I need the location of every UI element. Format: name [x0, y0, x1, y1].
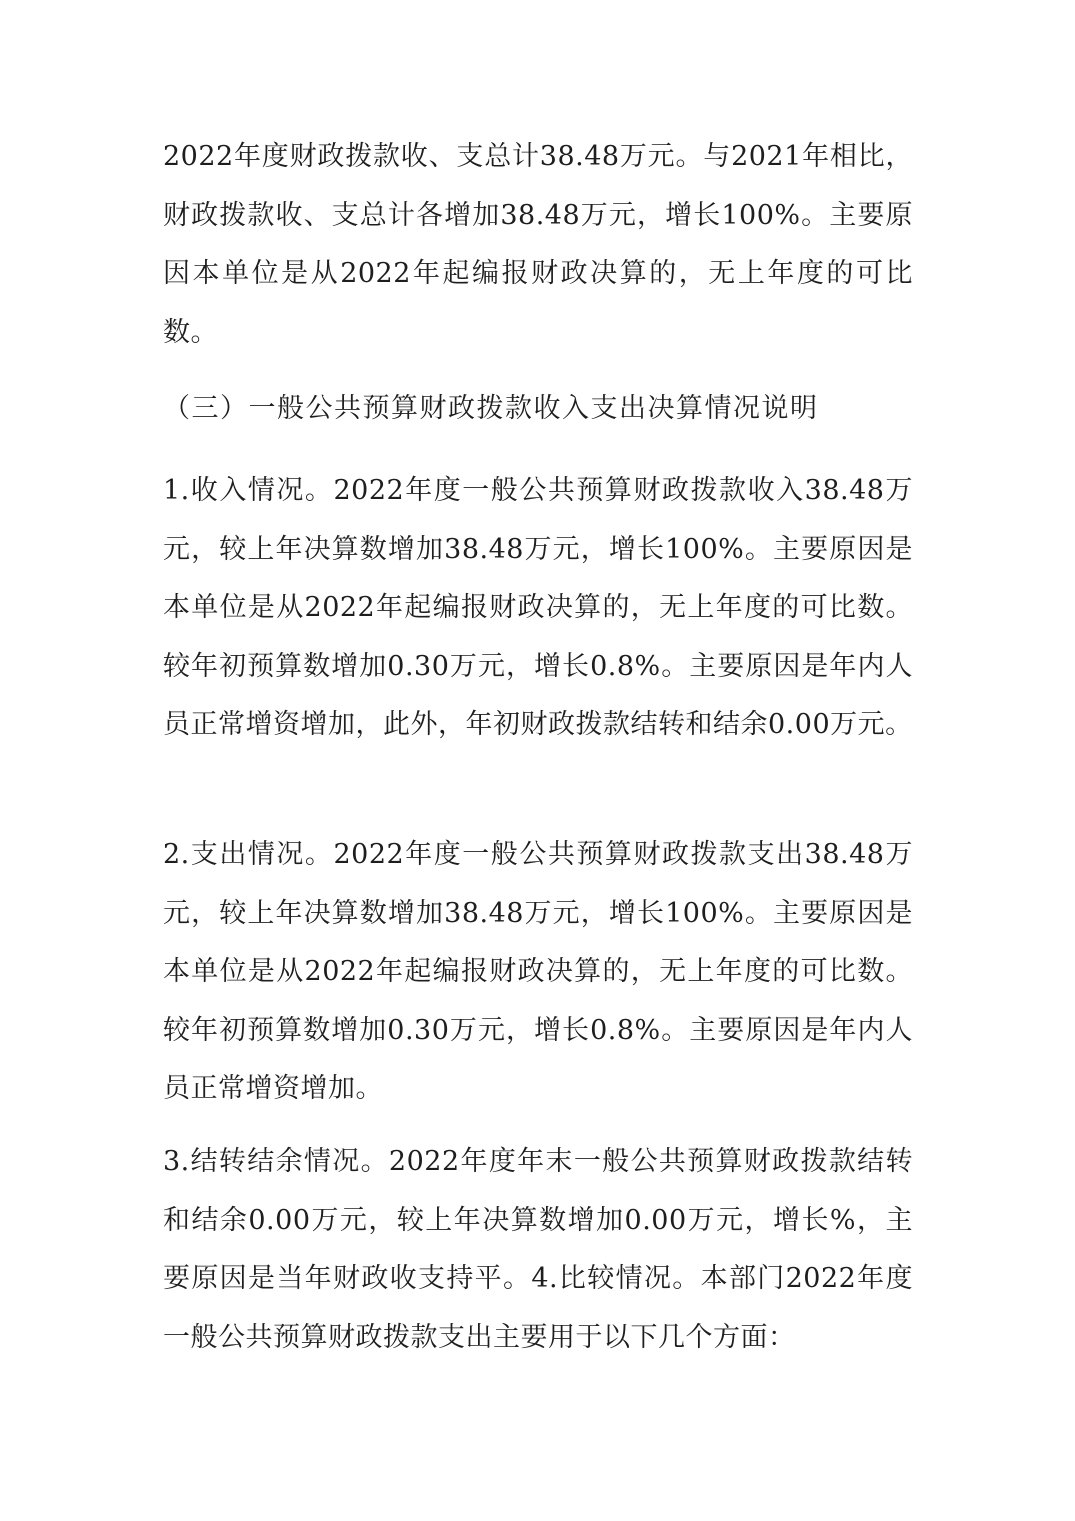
paragraph-carryover: 3.结转结余情况。2022年度年末一般公共预算财政拨款结转和结余0.00万元，较上年决算数增加0.00万元，增长%，主要原因是当年财政收支持平。4.比较情况。本部门2022年度一般公共预算财政拨款支出主要用于以下几个方面：: [163, 1146, 913, 1353]
paragraph-income: 1.收入情况。2022年度一般公共预算财政拨款收入38.48万元，较上年决算数增加38.48万元，增长100%。主要原因是本单位是从2022年起编报财政决算的，无上年度的可比数。较年初预算数增加0.30万元，增长0.8%。主要原因是年内人员正常增资增加，此外，年初财政拨款结转和结余0.00万元。: [163, 475, 913, 740]
paragraph-expenditure: 2.支出情况。2022年度一般公共预算财政拨款支出38.48万元，较上年决算数增加38.48万元，增长100%。主要原因是本单位是从2022年起编报财政决算的，无上年度的可比数。较年初预算数增加0.30万元，增长0.8%。主要原因是年内人员正常增资增加。: [163, 839, 913, 1104]
paragraph-funding-summary: 2022年度财政拨款收、支总计38.48万元。与2021年相比，财政拨款收、支总计各增加38.48万元，增长100%。主要原因本单位是从2022年起编报财政决算的，无上年度的可比数。: [163, 141, 913, 348]
section-heading: （三）一般公共预算财政拨款收入支出决算情况说明: [163, 393, 819, 424]
